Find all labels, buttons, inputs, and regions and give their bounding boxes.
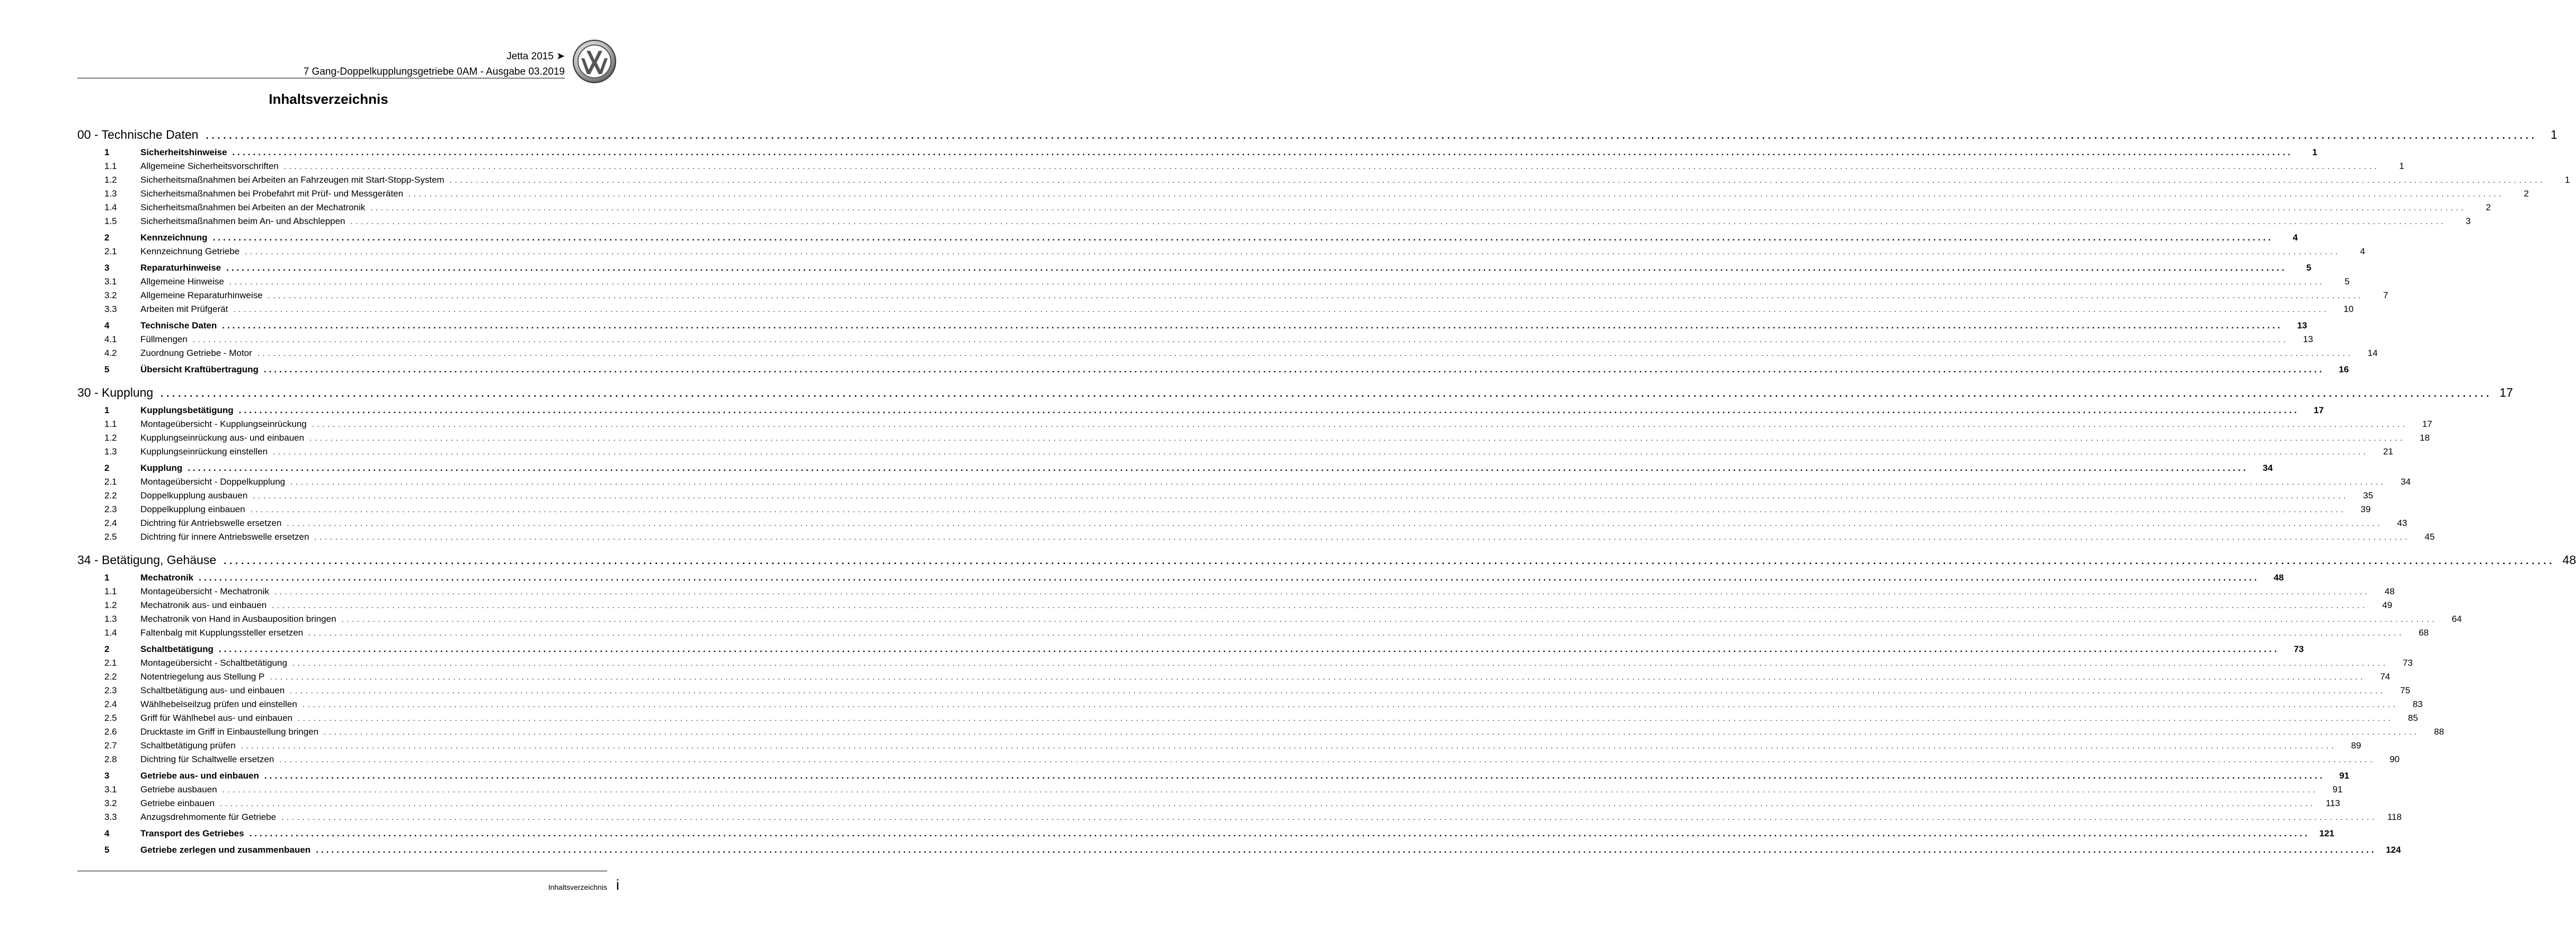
toc-subsection-entry-label: Doppelkupplung ausbauen [140,490,248,501]
dot-leader: ................................................................................................................................................................................................................................................................................................................................................................................................................ [287,519,2383,528]
toc-subsection-entry-page: 43 [2397,518,2408,528]
dot-leader: ................................................................................................................................................................................................................................................................................................................................................................................................................ [219,799,2316,808]
toc-section-entry-page: 124 [2386,845,2401,855]
toc-subsection-entry-label: Allgemeine Sicherheitsvorschriften [140,161,279,171]
toc-subsection-entry-number: 2.6 [104,727,117,737]
toc-subsection-entry-label: Griff für Wählhebel aus- und einbauen [140,713,292,723]
toc-subsection-entry[interactable] [77,445,2393,459]
toc-subsection-entry-number: 4.1 [104,334,117,344]
toc-subsection-entry-label: Allgemeine Reparaturhinweise [140,290,263,300]
toc-subsection-entry-page: 34 [2401,477,2411,487]
toc-subsection-entry-number: 2.1 [104,246,117,256]
page-header [77,51,565,79]
toc-subsection-entry-number: 3.1 [104,784,117,794]
toc-section-entry-number: 3 [104,263,110,273]
toc-subsection-entry-number: 2.3 [104,504,117,514]
toc-subsection-entry-label: Kennzeichnung Getriebe [140,246,240,256]
toc-section-entry-page: 1 [2312,147,2317,157]
toc-subsection-entry-page: 85 [2408,713,2418,723]
toc-subsection-entry-label: Sicherheitsmaßnahmen bei Arbeiten an Fahrzeugen mit Start-Stopp-System [140,175,445,185]
table-of-contents [77,126,2576,864]
toc-subsection-entry[interactable] [77,711,2418,725]
dot-leader: ................................................................................................................................................................................................................................................................................................................................................................................................................ [222,320,2283,330]
toc-section-entry-number: 4 [104,320,110,330]
toc-subsection-entry-number: 1.2 [104,600,117,610]
toc-subsection-entry-page: 7 [2383,290,2388,300]
toc-section-entry-label: Übersicht Kraftübertragung [140,364,259,374]
dot-leader: ................................................................................................................................................................................................................................................................................................................................................................................................................ [270,673,2366,681]
toc-subsection-entry-number: 2.3 [104,685,117,695]
dot-leader: ................................................................................................................................................................................................................................................................................................................................................................................................................ [290,686,2386,695]
toc-subsection-entry[interactable] [77,333,2313,346]
toc-subsection-entry-number: 2.1 [104,477,117,487]
toc-subsection-entry-page: 89 [2351,740,2361,751]
toc-subsection-entry-page: 17 [2422,419,2432,429]
toc-section-entry[interactable] [77,827,2334,841]
toc-subsection-entry-number: 3.2 [104,798,117,808]
dot-leader: ................................................................................................................................................................................................................................................................................................................................................................................................................ [206,130,2537,141]
toc-subsection-entry-number: 1.2 [104,175,117,185]
toc-subsection-entry-page: 10 [2343,304,2354,314]
dot-leader: ................................................................................................................................................................................................................................................................................................................................................................................................................ [224,556,2555,566]
dot-leader: ................................................................................................................................................................................................................................................................................................................................................................................................................ [314,533,2411,541]
dot-leader: ................................................................................................................................................................................................................................................................................................................................................................................................................ [192,335,2289,344]
toc-subsection-entry[interactable] [77,725,2444,739]
toc-subsection-entry-label: Arbeiten mit Prüfgerät [140,304,228,314]
toc-subsection-entry-number: 1.1 [104,419,117,429]
toc-subsection-entry-page: 2 [2485,202,2491,212]
toc-chapter-entry-label: 00 - Technische Daten [77,128,199,141]
toc-subsection-entry-number: 1.4 [104,202,117,212]
dot-leader: ................................................................................................................................................................................................................................................................................................................................................................................................................ [241,742,2337,750]
toc-subsection-entry[interactable] [77,797,2340,810]
dot-leader: ................................................................................................................................................................................................................................................................................................................................................................................................................ [283,162,2380,171]
toc-subsection-entry[interactable] [77,698,2423,711]
toc-subsection-entry-label: Montageübersicht - Schaltbetätigung [140,658,287,668]
toc-section-entry[interactable] [77,461,2273,475]
toc-chapter-entry-page: 1 [2551,128,2557,141]
toc-subsection-entry-page: 90 [2390,754,2400,764]
toc-subsection-entry-number: 1.4 [104,628,117,638]
dot-leader: ................................................................................................................................................................................................................................................................................................................................................................................................................ [308,629,2404,637]
dot-leader: ................................................................................................................................................................................................................................................................................................................................................................................................................ [249,828,2310,838]
toc-subsection-entry[interactable] [77,201,2491,215]
dot-leader: ................................................................................................................................................................................................................................................................................................................................................................................................................ [290,478,2386,486]
toc-subsection-entry-number: 1.5 [104,216,117,226]
toc-subsection-entry-label: Getriebe ausbauen [140,784,217,794]
toc-subsection-entry-label: Wählhebelseilzug prüfen und einstellen [140,699,297,709]
dot-leader: ................................................................................................................................................................................................................................................................................................................................................................................................................ [281,813,2377,821]
toc-subsection-entry-page: 35 [2363,490,2374,501]
toc-subsection-entry[interactable] [77,302,2354,316]
dot-leader: ................................................................................................................................................................................................................................................................................................................................................................................................................ [449,176,2546,184]
toc-section-entry-label: Getriebe aus- und einbauen [140,771,259,781]
toc-subsection-entry-page: 39 [2360,504,2371,514]
toc-subsection-entry-page: 113 [2325,798,2340,808]
toc-subsection-entry-number: 1.1 [104,161,117,171]
toc-subsection-entry-page: 73 [2402,658,2413,668]
toc-subsection-entry-label: Schaltbetätigung aus- und einbauen [140,685,285,695]
toc-section-entry-page: 34 [2262,463,2273,473]
dot-leader: ................................................................................................................................................................................................................................................................................................................................................................................................................ [229,278,2325,286]
toc-subsection-entry[interactable] [77,599,2393,612]
toc-subsection-entry-label: Zuordnung Getriebe - Motor [140,348,252,358]
toc-chapter [77,126,2570,377]
toc-section-entry-number: 5 [104,364,110,374]
toc-subsection-entry-label: Anzugsdrehmomente für Getriebe [140,812,277,822]
dot-leader: ................................................................................................................................................................................................................................................................................................................................................................................................................ [245,247,2341,256]
toc-subsection-entry[interactable] [77,503,2371,516]
toc-subsection-entry[interactable] [77,739,2361,753]
toc-subsection-entry-page: 2 [2524,189,2529,199]
toc-subsection-entry[interactable] [77,670,2391,684]
toc-section-entry[interactable] [77,231,2298,245]
toc-section-entry-label: Schaltbetätigung [140,644,214,654]
toc-section-entry-label: Getriebe zerlegen und zusammenbauen [140,845,311,855]
dot-leader: ................................................................................................................................................................................................................................................................................................................................................................................................................ [408,190,2504,198]
toc-subsection-entry-number: 1.2 [104,433,117,443]
toc-subsection-entry-page: 118 [2387,812,2402,822]
dot-leader: ................................................................................................................................................................................................................................................................................................................................................................................................................ [341,615,2438,623]
toc-subsection-entry-label: Sicherheitsmaßnahmen beim An- und Abschleppen [140,216,345,226]
toc-subsection-entry-page: 49 [2382,600,2393,610]
toc-section-entry-number: 2 [104,463,110,473]
toc-section-entry[interactable] [77,363,2349,377]
toc-subsection-entry-label: Mechatronik von Hand in Ausbauposition bringen [140,614,336,624]
toc-chapter-entry-label: 34 - Betätigung, Gehäuse [77,553,217,567]
dot-leader: ................................................................................................................................................................................................................................................................................................................................................................................................................ [188,463,2249,473]
dot-leader: ................................................................................................................................................................................................................................................................................................................................................................................................................ [324,728,2420,736]
dot-leader: ................................................................................................................................................................................................................................................................................................................................................................................................................ [316,845,2377,855]
toc-subsection-entry-label: Montageübersicht - Kupplungseinrückung [140,419,307,429]
toc-subsection-entry[interactable] [77,783,2343,797]
toc-section-entry-label: Kupplungsbetätigung [140,405,234,415]
toc-section-entry-number: 1 [104,573,110,583]
toc-subsection-entry-page: 75 [2400,685,2411,695]
toc-chapter-entry[interactable] [77,126,2557,143]
dot-leader: ................................................................................................................................................................................................................................................................................................................................................................................................................ [250,505,2347,514]
toc-subsection-entry-number: 2.2 [104,490,117,501]
toc-subsection-entry[interactable] [77,187,2529,201]
toc-section-entry-number: 1 [104,405,110,415]
toc-section-entry[interactable] [77,769,2350,783]
toc-subsection-entry-page: 1 [2564,175,2570,185]
toc-subsection-entry-number: 3.1 [104,276,117,287]
toc-chapter-entry[interactable] [77,384,2513,401]
toc-subsection-entry-label: Notentriegelung aus Stellung P [140,672,265,682]
toc-subsection-entry-number: 2.1 [104,658,117,668]
dot-leader: ................................................................................................................................................................................................................................................................................................................................................................................................................ [268,291,2364,300]
toc-chapter [77,551,2576,857]
toc-subsection-entry-page: 4 [2360,246,2365,256]
dot-leader: ................................................................................................................................................................................................................................................................................................................................................................................................................ [309,434,2405,442]
toc-subsection-entry[interactable] [77,626,2429,640]
toc-chapter-entry[interactable] [77,551,2576,568]
toc-section-entry[interactable] [77,261,2312,275]
toc-subsection-entry[interactable] [77,346,2378,360]
toc-subsection-entry-number: 3.2 [104,290,117,300]
dot-leader: ................................................................................................................................................................................................................................................................................................................................................................................................................ [199,573,2260,583]
toc-section-entry[interactable] [77,146,2317,159]
dot-leader: ................................................................................................................................................................................................................................................................................................................................................................................................................ [161,388,2492,399]
toc-subsection-entry-page: 1 [2399,161,2404,171]
dot-leader: ................................................................................................................................................................................................................................................................................................................................................................................................................ [292,659,2388,667]
dot-leader: ................................................................................................................................................................................................................................................................................................................................................................................................................ [257,349,2353,358]
toc-section-entry-label: Transport des Getriebes [140,828,244,838]
toc-subsection-entry-label: Kupplungseinrückung einstellen [140,446,268,457]
dot-leader: ................................................................................................................................................................................................................................................................................................................................................................................................................ [222,785,2319,794]
toc-section-entry-page: 4 [2293,233,2298,243]
toc-chapter-entry-label: 30 - Kupplung [77,386,154,399]
toc-subsection-entry[interactable] [77,159,2404,173]
toc-subsection-entry-number: 2.4 [104,699,117,709]
toc-section-entry-number: 2 [104,233,110,243]
toc-subsection-entry[interactable] [77,417,2432,431]
toc-subsection-entry-number: 1.3 [104,614,117,624]
toc-section-entry-label: Mechatronik [140,573,194,583]
toc-subsection-entry-page: 88 [2434,727,2444,737]
toc-subsection-entry[interactable] [77,245,2365,258]
toc-chapter [77,384,2513,544]
toc-section-entry-page: 121 [2319,828,2334,838]
dot-leader: ................................................................................................................................................................................................................................................................................................................................................................................................................ [238,405,2299,415]
page-title: Inhaltsverzeichnis [269,91,388,107]
toc-section-entry-page: 73 [2294,644,2304,654]
toc-subsection-entry-label: Füllmengen [140,334,188,344]
toc-chapter-entry-page: 48 [2562,553,2576,567]
toc-section-entry-page: 17 [2313,405,2324,415]
toc-subsection-entry-page: 74 [2380,672,2391,682]
toc-section-entry-label: Reparaturhinweise [140,263,221,273]
toc-subsection-entry-label: Schaltbetätigung prüfen [140,740,236,751]
dot-leader: ................................................................................................................................................................................................................................................................................................................................................................................................................ [272,601,2368,610]
toc-subsection-entry-number: 2.4 [104,518,117,528]
toc-subsection-entry-label: Dichtring für Antriebswelle ersetzen [140,518,282,528]
toc-subsection-entry-page: 21 [2383,446,2393,457]
toc-subsection-entry-page: 13 [2303,334,2313,344]
toc-subsection-entry-number: 1.3 [104,189,117,199]
toc-subsection-entry-label: Faltenbalg mit Kupplungssteller ersetzen [140,628,304,638]
toc-section-entry-number: 2 [104,644,110,654]
toc-subsection-entry-label: Montageübersicht - Doppelkupplung [140,477,286,487]
toc-section-entry[interactable] [77,319,2307,333]
toc-subsection-entry[interactable] [77,475,2411,489]
dot-leader: ................................................................................................................................................................................................................................................................................................................................................................................................................ [312,420,2408,428]
toc-section-entry-page: 91 [2339,771,2350,781]
toc-subsection-entry-number: 1.1 [104,586,117,596]
toc-subsection-entry[interactable] [77,516,2408,530]
dot-leader: ................................................................................................................................................................................................................................................................................................................................................................................................................ [350,217,2447,226]
toc-subsection-entry-page: 14 [2367,348,2378,358]
header-model: Jetta 2015 ➤ [507,51,565,62]
dot-leader: ................................................................................................................................................................................................................................................................................................................................................................................................................ [274,587,2370,596]
toc-subsection-entry-label: Allgemeine Hinweise [140,276,224,287]
dot-leader: ................................................................................................................................................................................................................................................................................................................................................................................................................ [218,644,2280,654]
toc-subsection-entry[interactable] [77,810,2402,824]
toc-subsection-entry-page: 18 [2420,433,2430,443]
toc-subsection-entry[interactable] [77,431,2430,445]
toc-subsection-entry[interactable] [77,289,2388,302]
toc-subsection-entry-number: 3.3 [104,304,117,314]
toc-section-entry[interactable] [77,404,2324,417]
dot-leader: ................................................................................................................................................................................................................................................................................................................................................................................................................ [212,233,2273,243]
toc-subsection-entry-label: Sicherheitsmaßnahmen bei Probefahrt mit Prüf- und Messgeräten [140,189,404,199]
toc-subsection-entry[interactable] [77,275,2350,289]
toc-section-entry[interactable] [77,571,2284,585]
dot-leader: ................................................................................................................................................................................................................................................................................................................................................................................................................ [279,755,2376,764]
dot-leader: ................................................................................................................................................................................................................................................................................................................................................................................................................ [232,147,2293,157]
toc-section-entry-page: 16 [2339,364,2349,374]
toc-subsection-entry[interactable] [77,215,2471,228]
toc-subsection-entry-label: Montageübersicht - Mechatronik [140,586,269,596]
toc-section-entry-number: 3 [104,771,110,781]
toc-subsection-entry-page: 64 [2451,614,2462,624]
toc-subsection-entry-page: 68 [2419,628,2429,638]
dot-leader: ................................................................................................................................................................................................................................................................................................................................................................................................................ [302,700,2399,709]
toc-subsection-entry-label: Sicherheitsmaßnahmen bei Arbeiten an der Mechatronik [140,202,366,212]
toc-section-entry-page: 48 [2273,573,2284,583]
toc-subsection-entry-label: Mechatronik aus- und einbauen [140,600,267,610]
toc-section-entry-number: 4 [104,828,110,838]
dot-leader: ................................................................................................................................................................................................................................................................................................................................................................................................................ [253,492,2349,500]
toc-subsection-entry-number: 1.3 [104,446,117,457]
toc-section-entry-page: 13 [2297,320,2307,330]
toc-section-entry-label: Technische Daten [140,320,217,330]
toc-subsection-entry[interactable] [77,530,2435,544]
toc-subsection-entry[interactable] [77,753,2400,766]
dot-leader: ................................................................................................................................................................................................................................................................................................................................................................................................................ [297,714,2394,722]
toc-subsection-entry-number: 2.7 [104,740,117,751]
toc-subsection-entry[interactable] [77,489,2374,503]
toc-subsection-entry-number: 2.2 [104,672,117,682]
toc-section-entry-number: 5 [104,845,110,855]
vw-logo-icon [572,39,617,84]
toc-subsection-entry-number: 2.5 [104,532,117,542]
toc-subsection-entry[interactable] [77,585,2395,599]
toc-section-entry[interactable] [77,843,2401,857]
toc-subsection-entry-number: 4.2 [104,348,117,358]
footer-label: Inhaltsverzeichnis [548,883,607,891]
dot-leader: ................................................................................................................................................................................................................................................................................................................................................................................................................ [263,364,2325,374]
toc-subsection-entry-number: 3.3 [104,812,117,822]
dot-leader: ................................................................................................................................................................................................................................................................................................................................................................................................................ [370,203,2467,212]
toc-subsection-entry-page: 3 [2465,216,2471,226]
dot-leader: ................................................................................................................................................................................................................................................................................................................................................................................................................ [226,263,2287,273]
toc-section-entry-number: 1 [104,147,110,157]
toc-subsection-entry[interactable] [77,684,2411,698]
toc-subsection-entry-page: 5 [2344,276,2350,287]
toc-subsection-entry[interactable] [77,173,2570,187]
toc-subsection-entry-label: Getriebe einbauen [140,798,215,808]
toc-subsection-entry-page: 91 [2332,784,2343,794]
toc-section-entry-page: 5 [2306,263,2312,273]
toc-subsection-entry-label: Kupplungseinrückung aus- und einbauen [140,433,305,443]
toc-subsection-entry-label: Dichtring für Schaltwelle ersetzen [140,754,274,764]
toc-subsection-entry-number: 2.8 [104,754,117,764]
toc-subsection-entry-page: 83 [2412,699,2423,709]
footer-page-number: i [616,877,619,893]
dot-leader: ................................................................................................................................................................................................................................................................................................................................................................................................................ [264,771,2325,781]
toc-subsection-entry-label: Doppelkupplung einbauen [140,504,245,514]
toc-subsection-entry-page: 48 [2384,586,2395,596]
toc-section-entry-label: Kupplung [140,463,183,473]
toc-subsection-entry[interactable] [77,656,2413,670]
toc-subsection-entry-number: 2.5 [104,713,117,723]
toc-section-entry-label: Kennzeichnung [140,233,208,243]
toc-subsection-entry-label: Dichtring für innere Antriebswelle ersetzen [140,532,309,542]
toc-chapter-entry-page: 17 [2499,386,2513,399]
toc-section-entry[interactable] [77,642,2304,656]
dot-leader: ................................................................................................................................................................................................................................................................................................................................................................................................................ [233,305,2330,314]
toc-subsection-entry-label: Drucktaste im Griff in Einbaustellung bringen [140,727,319,737]
toc-subsection-entry-page: 45 [2424,532,2435,542]
toc-subsection-entry[interactable] [77,612,2462,626]
dot-leader: ................................................................................................................................................................................................................................................................................................................................................................................................................ [273,448,2369,456]
toc-section-entry-label: Sicherheitshinweise [140,147,227,157]
header-subtitle: 7 Gang-Doppelkupplungsgetriebe 0AM - Ausgabe 03.2019 [303,66,565,77]
